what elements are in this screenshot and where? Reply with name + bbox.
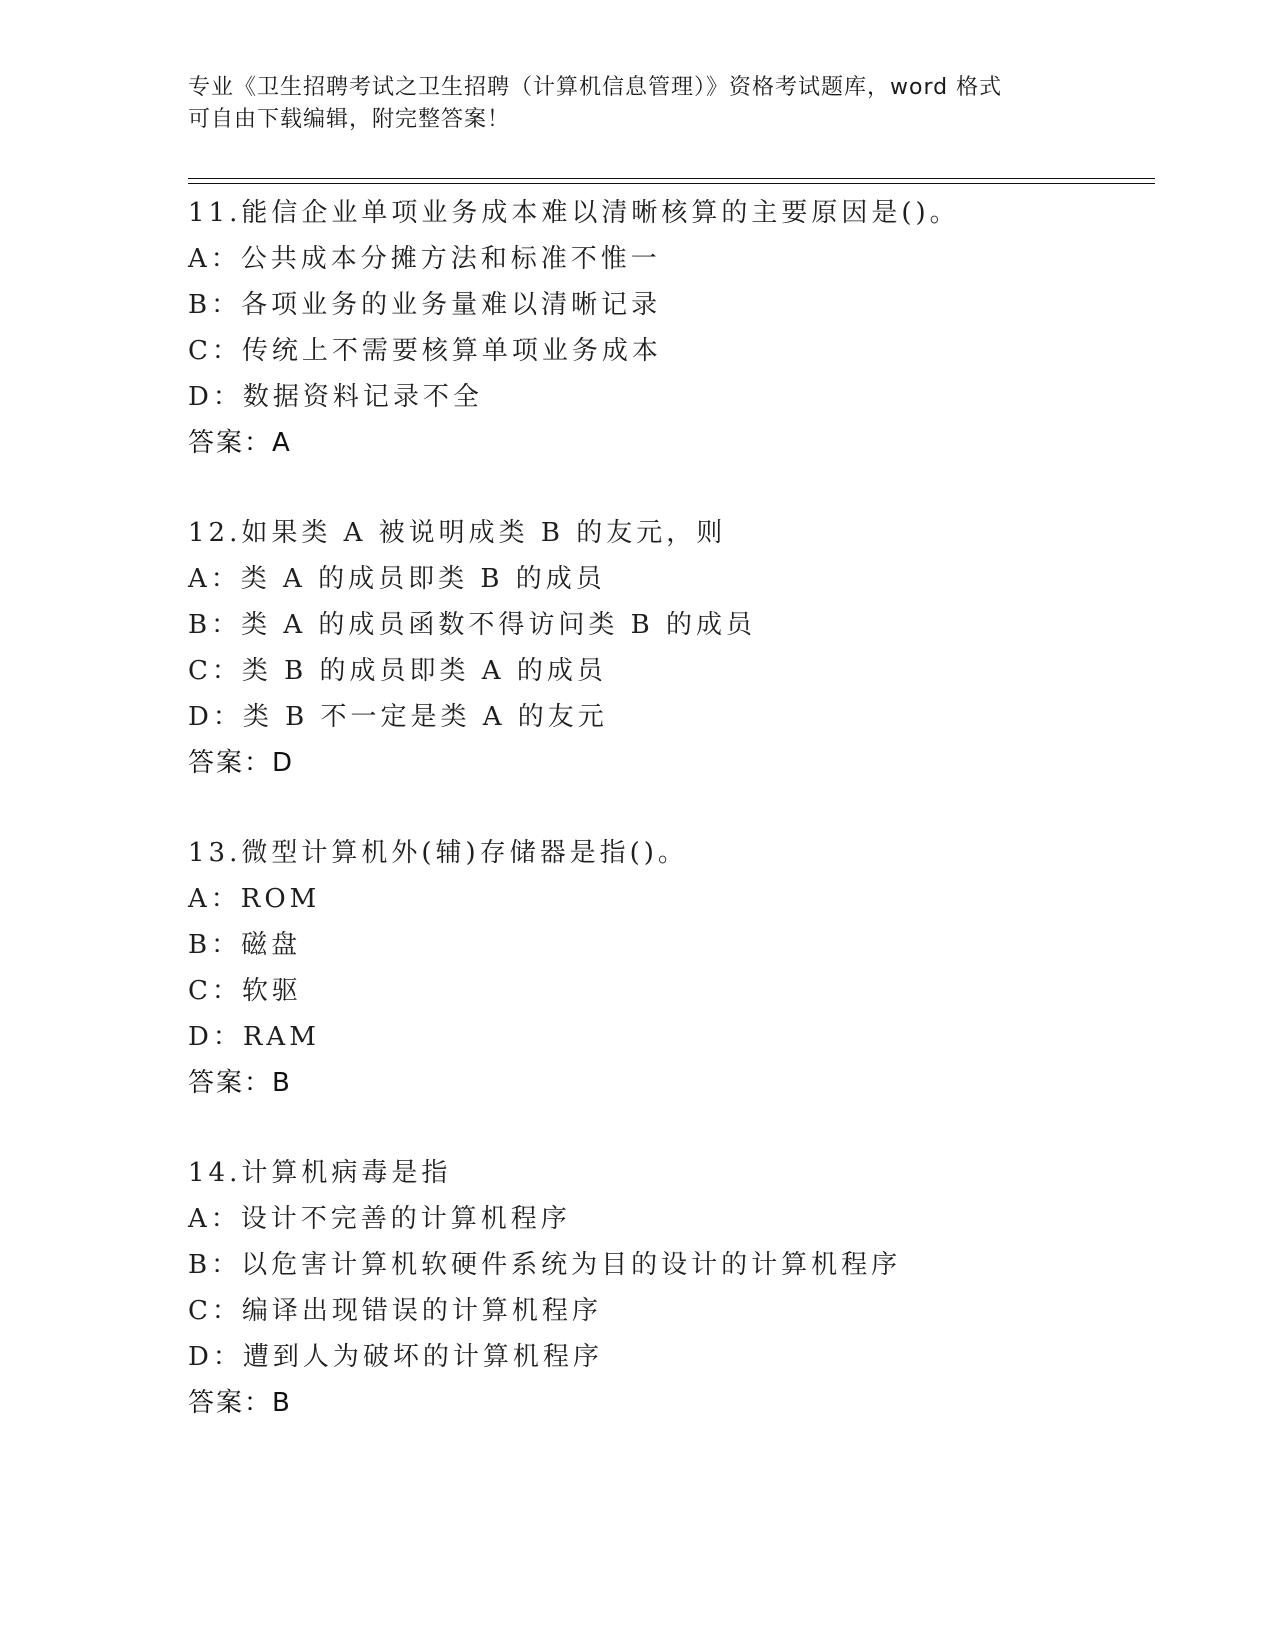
header-divider-top	[188, 178, 1155, 179]
option-a: A：类 A 的成员即类 B 的成员	[188, 564, 606, 594]
option-a: A：设计不完善的计算机程序	[188, 1204, 571, 1234]
question-13	[188, 830, 1148, 1106]
document-header	[188, 72, 1088, 136]
header-line-1: 专业《卫生招聘考试之卫生招聘（计算机信息管理）》资格考试题库，word 格式	[188, 75, 1003, 100]
option-b: B：以危害计算机软硬件系统为目的设计的计算机程序	[188, 1250, 902, 1280]
question-12	[188, 510, 1148, 786]
option-c: C：软驱	[188, 976, 302, 1006]
option-b: B：磁盘	[188, 930, 302, 960]
option-d: D：数据资料记录不全	[188, 382, 483, 412]
question-list	[188, 190, 1148, 1470]
question-stem: 11.能信企业单项业务成本难以清晰核算的主要原因是()。	[188, 198, 960, 228]
option-c: C：类 B 的成员即类 A 的成员	[188, 656, 607, 686]
header-line-2: 可自由下载编辑，附完整答案！	[188, 107, 511, 132]
answer-line: 答案：A	[188, 428, 292, 458]
option-c: C：传统上不需要核算单项业务成本	[188, 336, 662, 366]
option-d: D：RAM	[188, 1022, 320, 1052]
answer-line: 答案：B	[188, 1388, 292, 1418]
option-c: C：编译出现错误的计算机程序	[188, 1296, 602, 1326]
option-d: D：遭到人为破坏的计算机程序	[188, 1342, 603, 1372]
question-14	[188, 1150, 1148, 1426]
answer-line: 答案：B	[188, 1068, 292, 1098]
option-b: B：各项业务的业务量难以清晰记录	[188, 290, 662, 320]
option-b: B：类 A 的成员函数不得访问类 B 的成员	[188, 610, 757, 640]
question-stem: 13.微型计算机外(辅)存储器是指()。	[188, 838, 688, 868]
option-a: A：公共成本分摊方法和标准不惟一	[188, 244, 661, 274]
answer-line: 答案：D	[188, 748, 295, 778]
option-a: A：ROM	[188, 884, 321, 914]
option-d: D：类 B 不一定是类 A 的友元	[188, 702, 608, 732]
question-11	[188, 190, 1148, 466]
header-divider-bottom	[188, 183, 1155, 184]
question-stem: 12.如果类 A 被说明成类 B 的友元，则	[188, 518, 727, 548]
question-stem: 14.计算机病毒是指	[188, 1158, 452, 1188]
